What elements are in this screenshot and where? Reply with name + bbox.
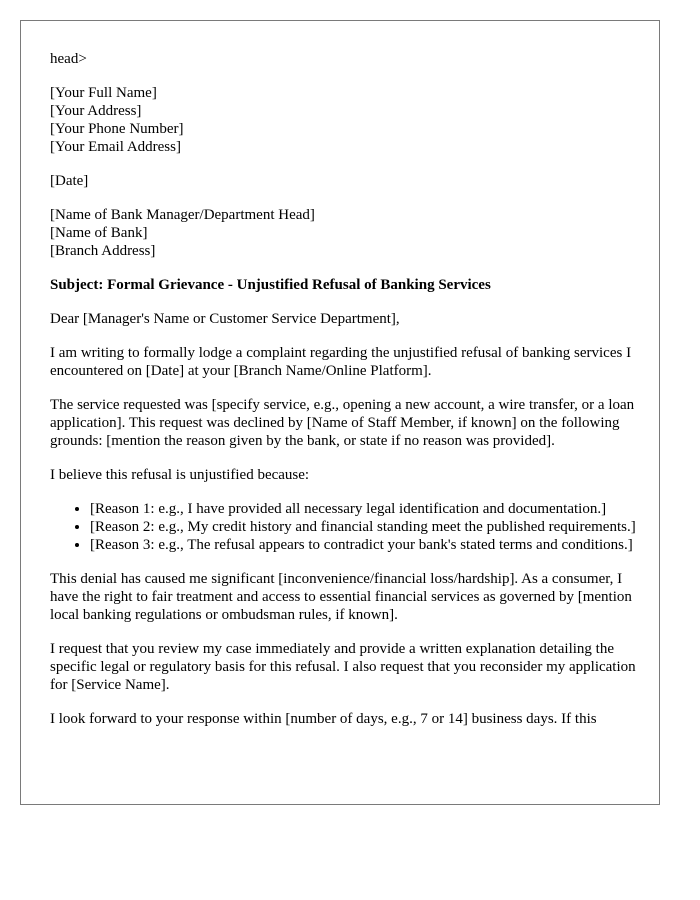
list-item: • [Reason 3: e.g., The refusal appears to contradict your bank's stated terms and conditions.] xyxy=(90,536,640,554)
letter-content xyxy=(50,50,640,744)
reasons-list xyxy=(50,500,640,554)
paragraph-request: I request that you review my case immediately and provide a written explanation detailing the specific legal or regulatory basis for this refusal. I also request that you reconsider my application for [Service Name]. xyxy=(50,641,636,693)
paragraph-believe: I believe this refusal is unjustified because: xyxy=(50,467,310,483)
paragraph-denial: This denial has caused me significant [inconvenience/financial loss/hardship]. As a consumer, I have the right to fair treatment and access to essential financial services as governed by [mention local banking regulations or ombudsman rules, if known]. xyxy=(50,571,632,623)
list-item: • [Reason 2: e.g., My credit history and financial standing meet the published requirements.] xyxy=(90,518,640,536)
list-item: • [Reason 1: e.g., I have provided all necessary legal identification and documentation.] xyxy=(90,500,640,518)
recipient-name: [Name of Bank Manager/Department Head] xyxy=(50,207,315,223)
recipient-bank: [Name of Bank] xyxy=(50,225,148,241)
letter-page xyxy=(20,20,660,805)
sender-name: [Your Full Name] xyxy=(50,85,157,101)
header-fragment: head> xyxy=(50,51,87,67)
subject-line: Subject: Formal Grievance - Unjustified Refusal of Banking Services xyxy=(50,277,491,293)
letter-date: [Date] xyxy=(50,173,89,189)
sender-phone: [Your Phone Number] xyxy=(50,121,184,137)
recipient-address: [Branch Address] xyxy=(50,243,156,259)
paragraph-service: The service requested was [specify service, e.g., opening a new account, a wire transfer, or a loan application]. This request was declined by [Name of Staff Member, if known] on the following grounds: [mention the reason given by the bank, or state if no reason was provided]. xyxy=(50,397,635,449)
recipient-block xyxy=(50,206,640,260)
sender-address: [Your Address] xyxy=(50,103,142,119)
sender-email: [Your Email Address] xyxy=(50,139,181,155)
sender-block xyxy=(50,84,640,156)
salutation: Dear [Manager's Name or Customer Service Department], xyxy=(50,311,400,327)
paragraph-intro: I am writing to formally lodge a complaint regarding the unjustified refusal of banking services I encountered on [Date] at your [Branch Name/Online Platform]. xyxy=(50,345,632,379)
paragraph-closing: I look forward to your response within [number of days, e.g., 7 or 14] business days. If this xyxy=(50,711,597,727)
